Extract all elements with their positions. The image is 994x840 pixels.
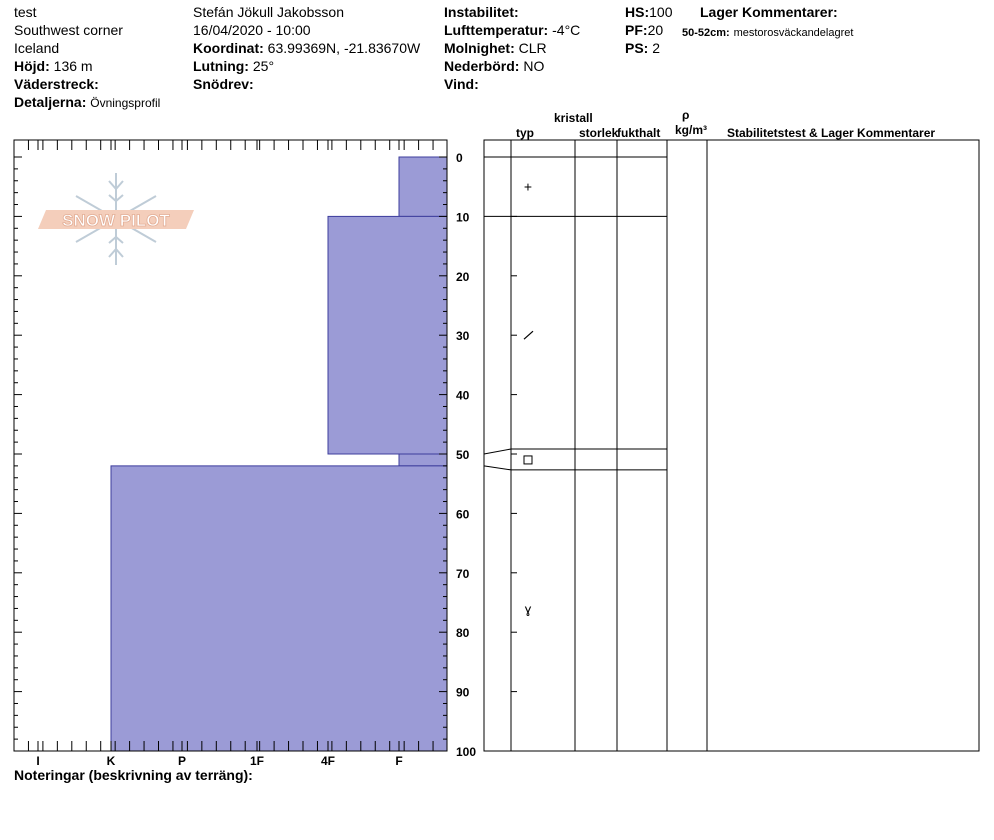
instability-label: Instabilitet: [444,4,519,20]
col-stability: Stabilitetstest & Lager Kommentarer [727,126,936,140]
depth-tick-label: 70 [456,566,470,581]
depth-tick-label: 0 [456,151,463,165]
details-label: Detaljerna: [14,94,87,110]
pf-label: PF: [625,22,648,38]
pf-value: 20 [647,22,664,38]
depth-tick-label: 60 [456,507,470,522]
datetime: 16/04/2020 - 10:00 [193,22,311,38]
layer-connector [484,466,511,470]
col-moisture: fukthalt [617,126,661,140]
hs-label: HS: [625,4,650,20]
col-type: typ [516,126,534,140]
layer-comments-title: Lager Kommentarer: [700,4,838,20]
sky-value: CLR [518,40,547,56]
x-tick-label: F [395,754,403,768]
hardness-bar [111,466,447,751]
snowpilot-logo [38,173,194,265]
hardness-bar [399,157,447,216]
layer-connector [484,449,511,454]
depth-tick-label: 20 [456,269,470,284]
col-size: storlek [579,126,619,140]
ps-label: PS: [625,40,649,56]
faceted-crystals-icon [524,456,532,464]
details-value: Övningsprofil [90,96,161,110]
col-crystal: kristall [554,111,593,125]
elevation-label: Höjd: [14,58,50,74]
x-tick-label: K [106,754,116,768]
wind-loading-label: Snödrev: [193,76,254,92]
layer-comment-range: 50-52cm: [682,27,730,39]
x-tick-label: 1F [249,754,265,768]
air-temp-value: -4°C [552,22,581,38]
depth-tick-label: 10 [456,210,470,225]
logo-text: SNOW PILOT [62,211,170,230]
sky-label: Molnighet: [444,40,515,56]
air-temp-label: Lufttemperatur: [444,22,549,38]
hardness-bar [399,454,447,466]
slope-value: 25° [252,58,275,74]
precipitation-particles-icon: + [523,178,533,195]
precip-label: Nederbörd: [444,58,520,74]
ps-value: 2 [652,40,661,56]
x-tick-label: I [36,754,40,768]
coord-value: 63.99369N, -21.83670W [267,40,421,56]
x-tick-label: P [177,754,187,768]
coord-label: Koordinat: [193,40,264,56]
depth-tick-label: 90 [456,685,470,700]
observer: Stefán Jökull Jakobsson [193,4,344,20]
col-rho: ρ [682,108,690,122]
melt-forms-icon: ɣ [524,601,532,617]
col-density-unit: kg/m³ [675,123,708,137]
aspect-label: Väderstreck: [14,76,99,92]
x-tick-label: 4F [320,754,336,768]
depth-tick-label: 80 [456,626,470,641]
slope-label: Lutning: [193,58,249,74]
elevation-value: 136 m [53,58,93,74]
notes-label: Noteringar (beskrivning av terräng): [14,767,253,783]
depth-tick-label: 30 [456,329,470,344]
depth-tick-label: 40 [456,388,470,403]
hardness-bar [328,216,447,454]
depth-tick-label: 100 [456,745,477,759]
wind-label: Vind: [444,76,479,92]
site-name: test [14,4,37,20]
table-frame [484,140,979,751]
site-location: Southwest corner [14,22,123,38]
precip-value: NO [523,58,545,74]
site-country: Iceland [14,40,60,56]
hs-value: 100 [649,4,673,20]
depth-tick-label: 50 [456,448,470,462]
decomposing-fragments-icon [524,331,533,339]
layer-comment-text: mestorosväckandelagret [733,27,854,39]
